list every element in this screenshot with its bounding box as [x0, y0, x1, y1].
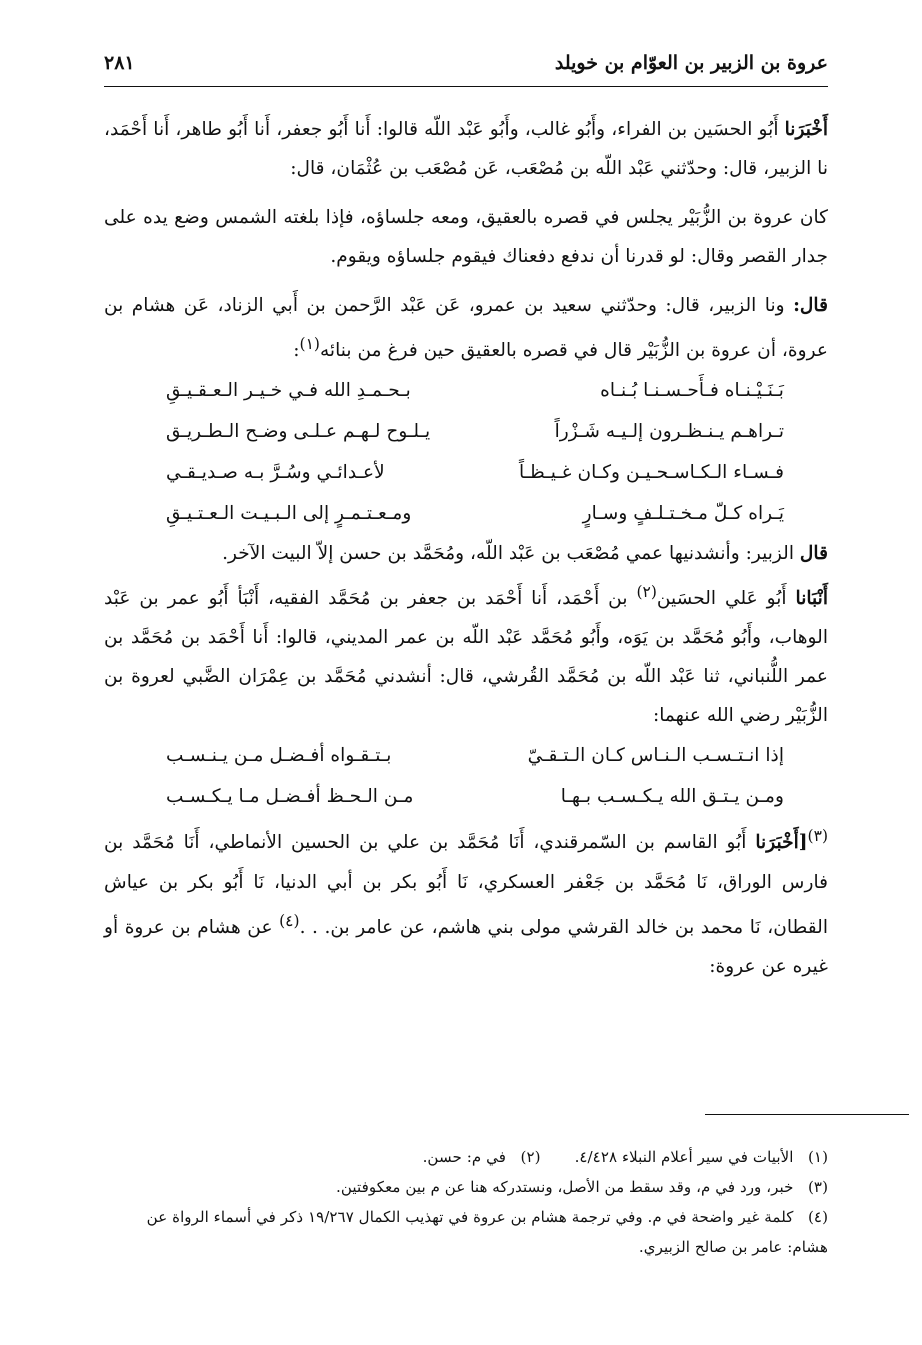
paragraph-text: أَبُو عَلي الحسَين: [656, 588, 796, 610]
transmission-keyword: أَنْبَانا: [795, 588, 828, 610]
verse-first-hemistich: إذا انـتـسـب الـنـاس كـان الـتـقـيّ: [527, 745, 784, 767]
footnote-number: (١): [807, 1148, 828, 1166]
verse-second-hemistich: مـن الـحـظ أفـضـل مـا يـكـسـب: [166, 786, 414, 808]
paragraph-text: أَبُو القاسم بن السّمرقندي، أَنَا مُحَمَّد بن علي بن الحسين الأنماطي، أَنَا مُحَمَّد بن فارس الوراق، نَا مُحَمَّد بن جَعْفر العسكري، نَا أَبُو بكر بن أبي الدنيا، نَا أَبُو بكر بن عياش القطان، نَا محمد بن خالد القرشي مولى بني هاشم، عن عامر بن. . .: [104, 832, 829, 938]
poem-verse: [104, 370, 828, 411]
poem-block: [104, 735, 828, 817]
verse-second-hemistich: لأعـدائـي وسُـرَّ بـه صـديـقـي: [166, 462, 385, 484]
footnote: [104, 1172, 828, 1202]
footnote-text: في م: حسن.: [422, 1148, 507, 1166]
poem-verse: [104, 735, 828, 776]
transmission-keyword: قال: [799, 543, 828, 565]
paragraph-text: :: [293, 340, 300, 362]
paragraph-text: بن أَحْمَد، أَنا أَحْمَد بن جعفر بن مُحَمَّد الفقيه، أَنْبَأ أَبُو عمر بن عَبْد الوهاب، وأَبُو مُحَمَّد بن يَوَه، وأَبُو مُحَمَّد عَبْد اللّه بن عمر المديني، قالوا: أَنا أَحْمَد بن مُحَمَّد بن عمر اللُّنباني، ثنا عَبْد اللّه بن مُحَمَّد القُرشي، قال: أنشدني مُحَمَّد بن عِمْرَان الضَّبي لعروة بن الزُّبَيْر رضي الله عنهما:: [104, 588, 828, 727]
paragraph-text: الزبير: وأنشدنيها عمي مُصْعَب بن عَبْد اللّه، ومُحَمَّد بن حسن إلاّ البيت الآخر.: [222, 543, 800, 565]
poem-verse: [104, 411, 828, 452]
footnote-marker: (١): [299, 335, 320, 353]
paragraph-narrative: [104, 198, 828, 276]
poem-verse: [104, 493, 828, 534]
footnote-line: [104, 1142, 828, 1172]
running-title: عروة بن الزبير بن العوّام بن خويلد: [554, 52, 828, 74]
footnote-marker: (٤): [279, 911, 300, 930]
footnote-text: كلمة غير واضحة في م. وفي ترجمة هشام بن عروة في تهذيب الكمال ١٩/٢٦٧ ذكر في أسماء الرواة عن هشام: عامر بن صالح الزبيري.: [146, 1208, 828, 1256]
footnote-number: (٢): [520, 1148, 541, 1166]
verse-second-hemistich: بـحـمـدِ الله فـي خـيـر الـعـقـيـقِ: [166, 380, 411, 402]
footnote-marker: (٢): [636, 583, 657, 602]
verse-first-hemistich: يَـراه كـلّ مـخـتـلـفٍ وسـارٍ: [582, 503, 784, 525]
footnote-number: (٤): [807, 1208, 828, 1226]
poem-verse: [104, 776, 828, 817]
footnote: [423, 1142, 541, 1172]
footnote: [575, 1142, 828, 1172]
paragraph-isnad-3: [104, 573, 828, 735]
transmission-keyword: أَخْبَرَنا: [784, 119, 828, 140]
footnote: [104, 1202, 828, 1262]
verse-first-hemistich: بَـنَـيْـنـاه فـأَحـسـنـا بُـنـاه: [600, 380, 784, 402]
verse-first-hemistich: فـسـاء الـكـاسـحـيـن وكـان غـيـظـاً: [518, 462, 784, 484]
paragraph-text: أَبُو الحسَين بن الفراء، وأَبُو غالب، وأَبُو عَبْد اللّه قالوا: أَنا أَبُو جعفر، أَنا أَبُو طاهر، أَنا أَحْمَد، نا الزبير، قال: وحدّثني عَبْد اللّه بن مُصْعَب، عَن مُصْعَب بن عُثْمَان، قال:: [104, 119, 828, 179]
paragraph-note: [104, 534, 828, 573]
verse-second-hemistich: يـلـوح لـهـم عـلـى وضـح الـطـريـق: [166, 421, 431, 443]
footnote-text: خبر، ورد في م، وقد سقط من الأصل، ونستدركه هنا عن م بين معكوفتين.: [336, 1178, 794, 1196]
paragraph-isnad-2: [104, 286, 828, 370]
page-header: [104, 52, 828, 82]
verse-first-hemistich: تـراهـم يـنـظـرون إلـيـه شَـزْراً: [554, 421, 784, 443]
main-text: [104, 110, 828, 986]
paragraph-text: ونا الزبير، قال: وحدّثني سعيد بن عمرو، عَن عَبْد الرَّحمن بن أَبي الزناد، عَن هشام بن عروة، أن عروة بن الزُّبَيْر قال في قصره بالعقيق حين فرغ من بنائه: [104, 295, 828, 362]
page-number: ٢٨١: [104, 52, 135, 74]
paragraph-isnad-4: [104, 817, 828, 985]
footnote-marker: (٣): [807, 827, 828, 846]
paragraph-text: كان عروة بن الزُّبَيْر يجلس في قصره بالعقيق، ومعه جلساؤه، فإذا بلغته الشمس وضع يده على جدار القصر وقال: لو قدرنا أن ندفع دفعناك فيقوم جلساؤه ويقوم.: [104, 207, 828, 267]
footnote-text: الأبيات في سير أعلام النبلاء ٤/٤٢٨.: [574, 1148, 794, 1166]
poem-block: [104, 370, 828, 534]
transmission-keyword: قال:: [793, 295, 828, 316]
header-rule: [104, 86, 828, 87]
footnote-number: (٣): [807, 1178, 828, 1196]
verse-first-hemistich: ومـن يـتـق الله يـكـسـب بـهـا: [560, 786, 784, 808]
editorial-bracket: [: [798, 832, 808, 854]
verse-second-hemistich: ومـعـتـمـرٍ إلى الـبـيـت الـعـتـيـقِ: [166, 503, 412, 525]
paragraph-isnad-1: [104, 110, 828, 188]
footnote-rule: [705, 1114, 909, 1115]
verse-second-hemistich: بـتـقـواه أفـضـل مـن يـنـسـب: [166, 745, 392, 767]
poem-verse: [104, 452, 828, 493]
transmission-keyword: أَخْبَرَنا: [755, 832, 799, 854]
footnotes: [104, 1142, 828, 1262]
paragraph-text: عن هشام بن عروة أو غيره عن عروة:: [104, 916, 828, 977]
